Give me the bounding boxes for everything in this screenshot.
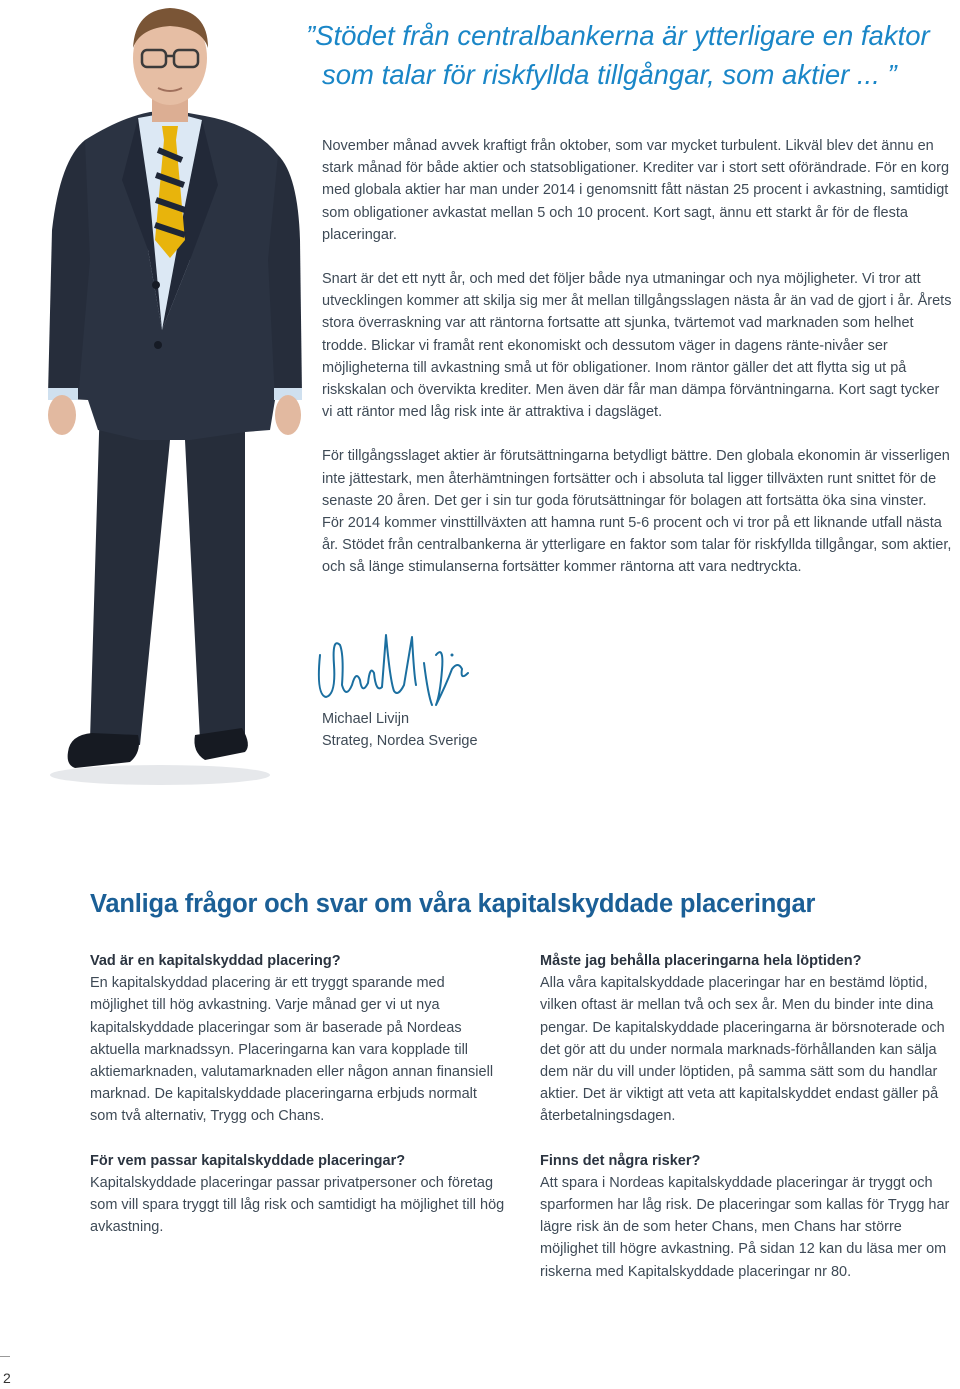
faq-item xyxy=(90,1150,505,1239)
article-body xyxy=(322,135,952,601)
pull-quote xyxy=(306,16,960,94)
faq-question: Finns det några risker? xyxy=(540,1152,701,1169)
faq-item xyxy=(90,950,505,1128)
faq-item xyxy=(540,1150,955,1283)
article-paragraph: November månad avvek kraftigt från oktober, som var mycket turbulent. Likväl blev det ännu en stark månad för både aktier och statsobligationer. Krediter var i stort sett oförändrade. För en korg med globala aktier har man under 2014 i genomsnitt fått nästan 25 procent i avkastning, samtidigt som obligationer avkastat mellan 5 och 10 procent. Kort sagt, ännu ett starkt år för de flesta placeringar. xyxy=(322,138,950,243)
left-shoe xyxy=(68,733,139,768)
faq-answer: Att spara i Nordeas kapitalskyddade placeringar är tryggt och sparformen har låg risk. De placeringar som kallas för Trygg har lägre risk än de som heter Chans, men Chans har större möjlighet till högre avkastning. På sidan 12 kan du läsa mer om riskerna med Kapitalskyddade placeringar nr 80. xyxy=(540,1174,950,1280)
faq-answer: En kapitalskyddad placering är ett tryggt sparande med möjlighet till hög avkastning. Varje månad ger vi ut nya kapitalskyddade placeringar som är baserade på Nordeas aktuella marknadssyn. Placeringarna kan vara kopplade till aktiemarknaden, valutamarknaden eller någon annan finansiell marknad. De kapitalskyddade placeringarna erbjuds normalt som två alternativ, Trygg och Chans. xyxy=(90,975,494,1125)
portrait-photo xyxy=(30,0,315,800)
signature-name: Michael Livijn xyxy=(322,711,410,727)
faq-answer: Kapitalskyddade placeringar passar privatpersoner och företag som vill spara tryggt till låg risk och samtidigt ha möjlighet till hög avkastning. xyxy=(90,1174,505,1236)
article-paragraph: För tillgångsslaget aktier är förutsättningarna betydligt bättre. Den globala ekonomin är visserligen inte jättestark, men återhämtningen fortsätter och i absoluta tal ligger tillväxten runt snittet för de senaste 20 åren. Det ger i sin tur goda förutsättningar för bolagen att fortsätta öka sina vinster. För 2014 kommer vinsttillväxten att hamna runt 5-6 procent och vi tror på ett liknande utfall nästa år. Stödet från centralbankerna är ytterligare en faktor som talar för riskfyllda tillgångar, som aktier, och så länge stimulanserna fortsätter kommer räntorna att vara nedtryckta. xyxy=(322,448,952,576)
faq-answer: Alla våra kapitalskyddade placeringar har en bestämd löptid, vilken oftast är mellan två och sex år. Men du binder inte dina pengar. De kapitalskyddade placeringarna är börsnoterade och det gör att du under normala marknads-förhållanden kan sälja dem när du vill under löptiden, på samma sätt som du handlar aktier. Det är viktigt att veta att kapitalskyddet endast gäller på återbetalningsdagen. xyxy=(540,975,945,1125)
faq-item xyxy=(540,950,955,1128)
article-paragraph: Snart är det ett nytt år, och med det följer både nya utmaningar och nya möjligheter. Vi tror att utvecklingen kommer att skilja sig mer åt mellan tillgångsslagen nästa år än vad de gjort i år. Årets stora överraskning var att räntorna fortsatte att sjunka, tvärtemot vad marknaden som helhet trodde. Blickar vi framåt rent ekonomiskt och dessutom väger in dagens ränte-nivåer ser möjligheterna till avkastning små ut för obligationer. Inom räntor gäller det att flytta sig ut på riskskalan och övervikta krediter. Men även där får man dämpa förväntningarna. Kort sagt tycker vi att räntor med låg risk inte är attraktiva i dagsläget. xyxy=(322,271,952,421)
faq-heading: Vanliga frågor och svar om våra kapitalskyddade placeringar xyxy=(90,890,816,918)
faq-question: För vem passar kapitalskyddade placeringar? xyxy=(90,1152,406,1169)
pull-quote-line-1: ”Stödet från centralbankerna är ytterligare en faktor xyxy=(306,20,930,51)
handwritten-signature xyxy=(312,625,482,710)
pull-quote-line-2: som talar för riskfyllda tillgångar, som aktier ... ” xyxy=(322,59,897,90)
page-number: 2 xyxy=(3,1370,11,1386)
signature-title: Strateg, Nordea Sverige xyxy=(322,733,478,749)
faq-column-left xyxy=(90,950,505,1260)
faq-question: Vad är en kapitalskyddad placering? xyxy=(90,953,341,969)
faq-question: Måste jag behålla placeringarna hela löptiden? xyxy=(540,953,862,969)
page-number-rule xyxy=(0,1356,10,1357)
faq-column-right xyxy=(540,950,955,1305)
